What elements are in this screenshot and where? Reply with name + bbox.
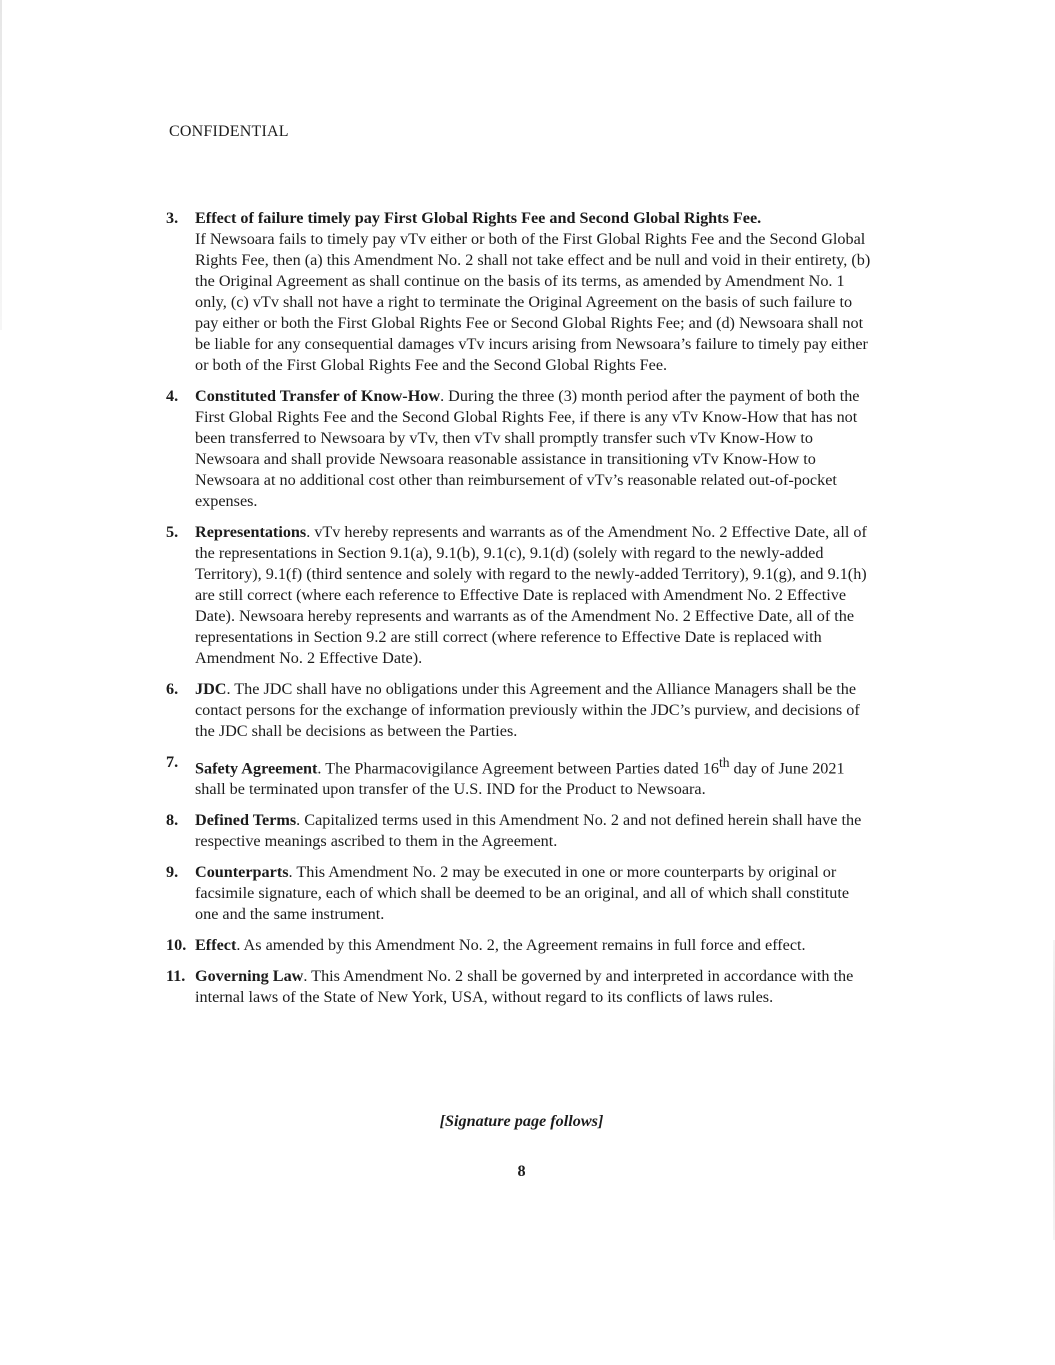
section-text: . As amended by this Amendment No. 2, the Agreement remains in full force and effect. <box>236 936 806 955</box>
section-10 <box>166 935 874 956</box>
section-body <box>195 386 874 512</box>
section-4 <box>166 386 874 512</box>
section-text: If Newsoara fails to timely pay vTv either or both of the First Global Rights Fee and the Second Global Rights Fee, then (a) this Amendment No. 2 shall not take effect and be null and void in their entirety, (b) the Original Agreement as shall continue on the basis of its terms, as amended by Amendment No. 1 only, (c) vTv shall not have a right to terminate the Original Agreement on the basis of such failure to pay either or both the First Global Rights Fee or Second Global Rights Fee; and (d) Newsoara shall not be liable for any consequential damages vTv incurs arising from Newsoara’s failure to timely pay either or both of the First Global Rights Fee and the Second Global Rights Fee. <box>195 230 871 374</box>
section-number: 9. <box>166 863 179 882</box>
scan-edge-left <box>0 0 2 330</box>
section-3 <box>166 208 874 376</box>
section-number: 8. <box>166 811 179 830</box>
section-body <box>195 208 874 376</box>
section-heading: Counterparts <box>195 863 289 882</box>
section-11 <box>166 966 874 1008</box>
section-number: 5. <box>166 523 179 541</box>
section-body <box>195 752 874 800</box>
section-heading: Defined Terms <box>195 811 297 830</box>
section-text: . This Amendment No. 2 shall be governed by and interpreted in accordance with the internal laws of the State of New York, USA, without regard to its conflicts of laws rules. <box>195 967 854 1007</box>
section-heading: Effect of failure timely pay First Global Rights Fee and Second Global Rights Fee. <box>195 209 762 227</box>
signature-page-note: [Signature page follows] <box>439 1112 604 1130</box>
ordinal-superscript: th <box>718 755 730 770</box>
section-text: . vTv hereby represents and warrants as of the Amendment No. 2 Effective Date, all of the representations in Section 9.1(a), 9.1(b), 9.1(c), 9.1(d) (solely with regard to the newly-added Territory), 9.1(f) (third sentence and solely with regard to the newly-added Territory), 9.1(g), and 9.1(h) are still correct (where each reference to Effective Date is replaced with Amendment No. 2 Effective Date). Newsoara hereby represents and warrants as of the Amendment No. 2 Effective Date, all of the representations in Section 9.2 are still correct (where reference to Effective Date is replaced with Amendment No. 2 Effective Date). <box>195 523 867 667</box>
section-number: 10. <box>166 936 187 955</box>
section-8 <box>166 810 874 852</box>
section-body <box>195 679 874 742</box>
section-body <box>195 935 874 956</box>
section-heading: Governing Law <box>195 967 304 986</box>
section-number: 7. <box>166 753 179 771</box>
section-text-before: . The Pharmacovigilance Agreement between Parties dated 16 <box>317 759 719 778</box>
section-text: . This Amendment No. 2 may be executed in one or more counterparts by original or facsimile signature, each of which shall be deemed to be an original, and all of which shall constitute one and the same instrument. <box>195 863 850 924</box>
section-heading: Representations <box>195 523 307 541</box>
section-heading: JDC <box>195 680 227 698</box>
confidential-header: CONFIDENTIAL <box>169 123 289 140</box>
section-body <box>195 810 874 852</box>
section-5 <box>166 522 874 669</box>
section-heading: Constituted Transfer of Know-How <box>195 387 441 405</box>
section-body <box>195 862 874 925</box>
page-number: 8 <box>517 1162 526 1180</box>
section-number: 3. <box>166 209 179 227</box>
section-body <box>195 966 874 1008</box>
section-body <box>195 522 874 669</box>
section-text-after: day of June 2021 shall be terminated upon transfer of the U.S. IND for the Product to Newsoara. <box>195 759 845 799</box>
section-number: 4. <box>166 387 179 405</box>
section-number: 6. <box>166 680 179 698</box>
section-9 <box>166 862 874 925</box>
amendment-sections <box>166 208 874 1018</box>
section-text: . Capitalized terms used in this Amendment No. 2 and not defined herein shall have the respective meanings ascribed to them in the Agreement. <box>195 811 862 851</box>
section-text: . During the three (3) month period after the payment of both the First Global Rights Fee and the Second Global Rights Fee, if there is any vTv Know-How that has not been transferred to Newsoara by vTv, then vTv shall promptly transfer such vTv Know-How to Newsoara and shall provide Newsoara reasonable assistance in transitioning vTv Know-How to Newsoara at no additional cost other than reimbursement of vTv’s reasonable related out-of-pocket expenses. <box>195 387 860 510</box>
section-heading: Effect <box>195 936 237 955</box>
section-7 <box>166 752 874 800</box>
section-text: . The JDC shall have no obligations under this Agreement and the Alliance Managers shall be the contact persons for the exchange of information previously within the JDC’s purview, and decisions of the JDC shall be decisions as between the Parties. <box>195 680 860 740</box>
section-heading: Safety Agreement <box>195 759 318 778</box>
section-number: 11. <box>166 967 186 986</box>
section-6 <box>166 679 874 742</box>
